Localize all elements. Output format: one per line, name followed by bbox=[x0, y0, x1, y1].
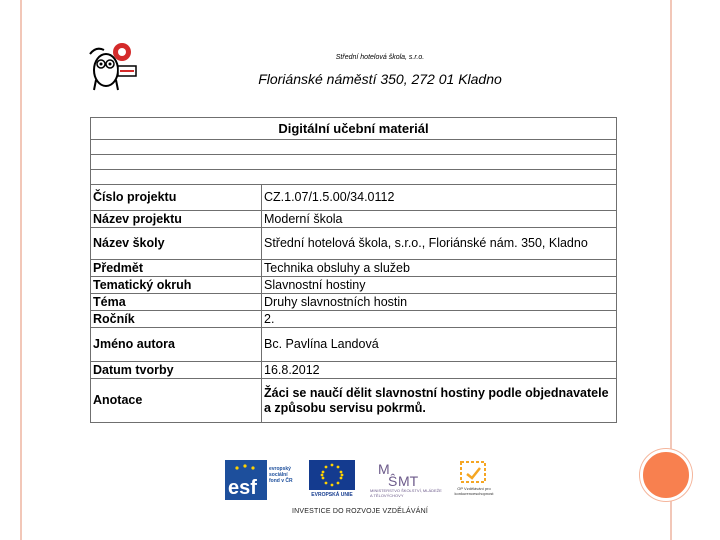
op-logo bbox=[453, 460, 495, 500]
esf-text: evropský sociální fond v ČR bbox=[269, 466, 293, 484]
esf-word: esf bbox=[228, 477, 257, 499]
table-row bbox=[91, 294, 617, 311]
row-label: Anotace bbox=[91, 379, 262, 423]
esf-logo bbox=[225, 460, 297, 500]
row-label: Název školy bbox=[91, 228, 262, 260]
row-label: Předmět bbox=[91, 260, 262, 277]
row-value: Žáci se naučí dělit slavnostní hostiny podle objednavatele a způsobu servisu pokrmů. bbox=[262, 379, 617, 423]
row-value: Druhy slavnostních hostin bbox=[262, 294, 617, 311]
funding-logos bbox=[225, 460, 495, 500]
svg-text:MT: MT bbox=[398, 473, 419, 488]
msmt-logo bbox=[370, 460, 445, 500]
row-value: 16.8.2012 bbox=[262, 362, 617, 379]
op-text: OP Vzdělávání pro konkurenceschopnost bbox=[454, 486, 494, 496]
info-table bbox=[90, 117, 617, 423]
svg-text:M: M bbox=[378, 461, 390, 477]
table-row bbox=[91, 328, 617, 362]
row-value: Moderní škola bbox=[262, 211, 617, 228]
footer-investment-text: INVESTICE DO ROZVOJE VZDĚLÁVÁNÍ bbox=[291, 508, 429, 515]
row-label: Číslo projektu bbox=[91, 185, 262, 211]
svg-text:Ŝ: Ŝ bbox=[388, 473, 398, 488]
row-label: Datum tvorby bbox=[91, 362, 262, 379]
row-value: 2. bbox=[262, 311, 617, 328]
table-row bbox=[91, 362, 617, 379]
msmt-logo-mark bbox=[370, 460, 445, 488]
row-label: Téma bbox=[91, 294, 262, 311]
row-label: Název projektu bbox=[91, 211, 262, 228]
table-row bbox=[91, 211, 617, 228]
empty-row bbox=[91, 140, 617, 155]
row-value: Technika obsluhy a služeb bbox=[262, 260, 617, 277]
school-mascot-logo bbox=[86, 40, 142, 96]
empty-row bbox=[91, 155, 617, 170]
eu-flag-icon bbox=[307, 460, 357, 490]
empty-row bbox=[91, 170, 617, 185]
op-logo-mark bbox=[453, 460, 495, 486]
row-value: CZ.1.07/1.5.00/34.0112 bbox=[262, 185, 617, 211]
msmt-text: MINISTERSTVO ŠKOLSTVÍ, MLÁDEŽE A TĚLOVÝCHOVY bbox=[370, 488, 442, 498]
table-row bbox=[91, 260, 617, 277]
table-row bbox=[91, 228, 617, 260]
table-row bbox=[91, 379, 617, 423]
table-row bbox=[91, 185, 617, 211]
row-label: Jméno autora bbox=[91, 328, 262, 362]
eu-text: EVROPSKÁ UNIE bbox=[311, 492, 353, 498]
school-address: Floriánské náměstí 350, 272 01 Kladno bbox=[258, 71, 502, 87]
table-row bbox=[91, 311, 617, 328]
eu-logo bbox=[307, 460, 357, 500]
row-value: Bc. Pavlína Landová bbox=[262, 328, 617, 362]
row-label: Ročník bbox=[91, 311, 262, 328]
table-title: Digitální učební materiál bbox=[91, 118, 617, 140]
row-value: Slavnostní hostiny bbox=[262, 277, 617, 294]
row-label: Tematický okruh bbox=[91, 277, 262, 294]
school-name-small: Střední hotelová škola, s.r.o. bbox=[335, 54, 425, 61]
row-value: Střední hotelová škola, s.r.o., Floriánské nám. 350, Kladno bbox=[262, 228, 617, 260]
decorative-circle bbox=[640, 449, 692, 501]
table-title-row bbox=[91, 118, 617, 140]
table-row bbox=[91, 277, 617, 294]
